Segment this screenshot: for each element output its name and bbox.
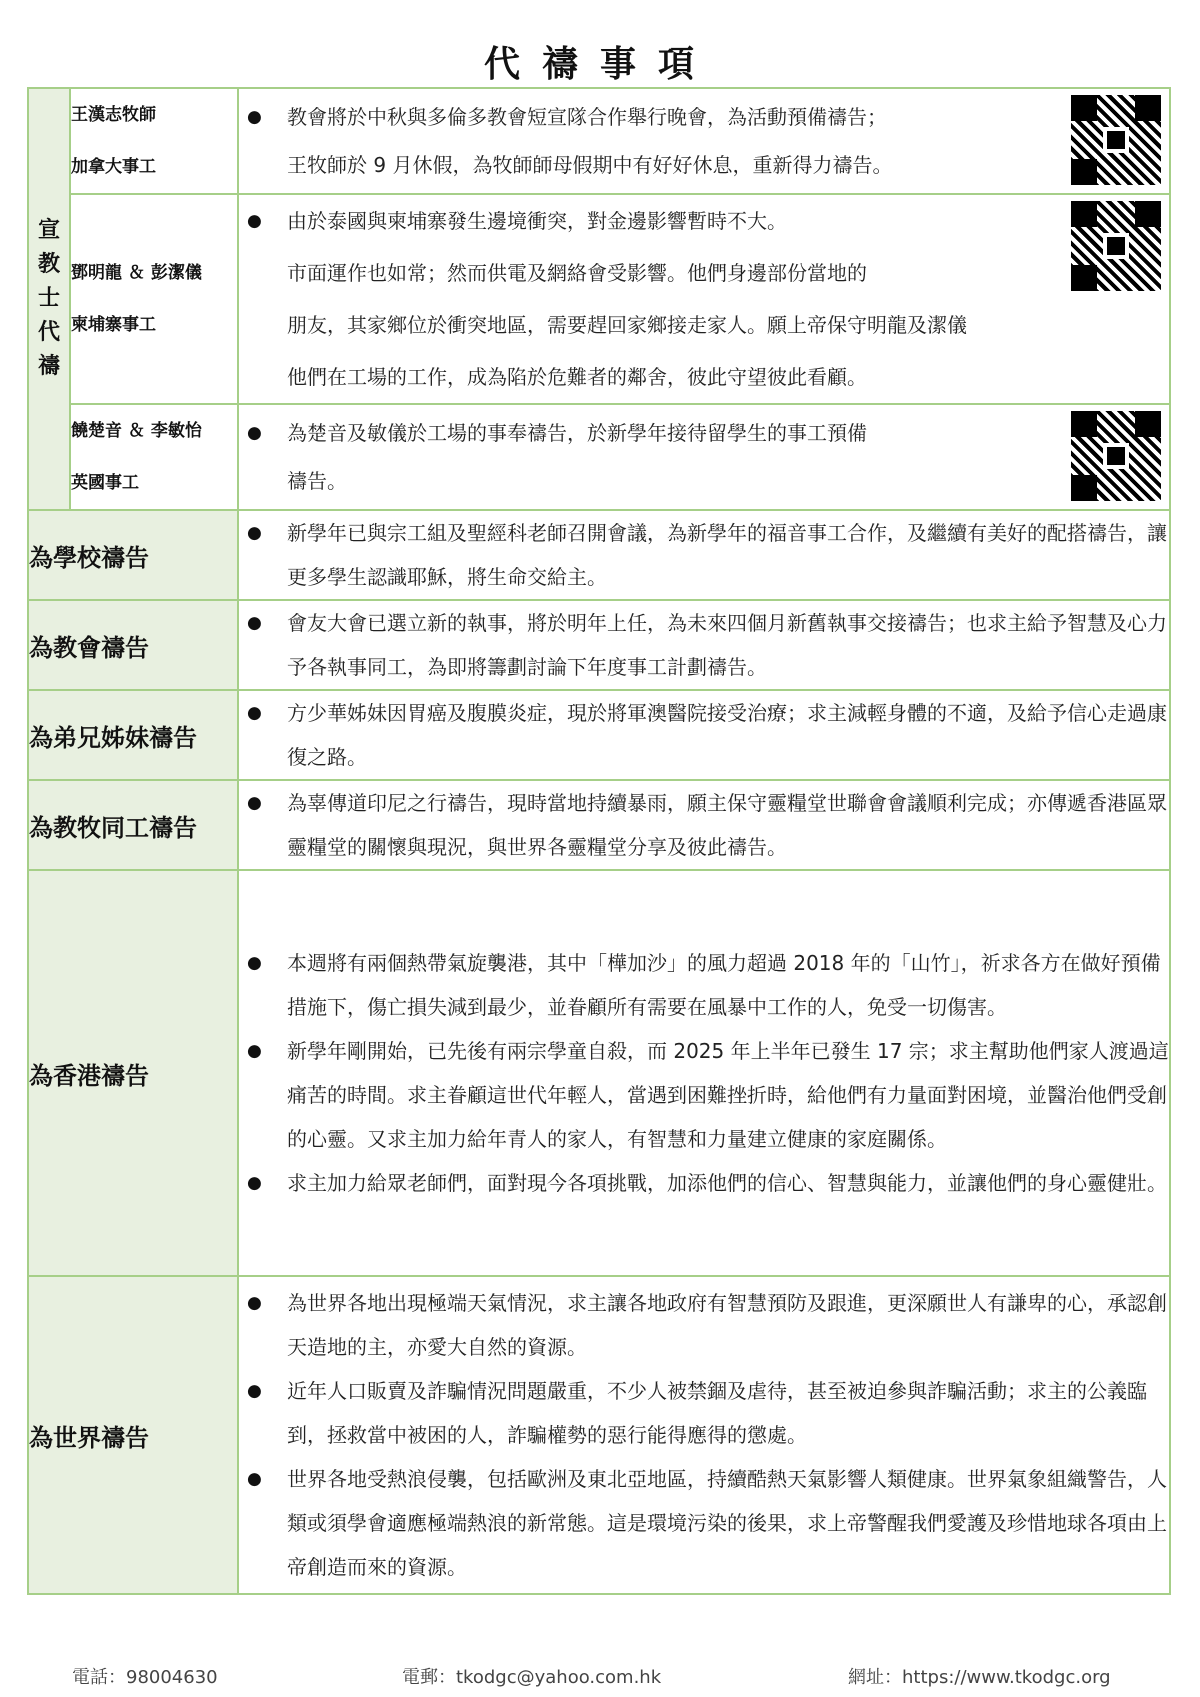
missionary-name-cell <box>70 194 238 404</box>
list-item: ● 會友大會已選立新的執事，將於明年上任，為未來四個月新舊執事交接禱告；也求主給予智慧及心力予各執事同工，為即將籌劃討論下年度事工計劃禱告。 <box>239 601 1169 689</box>
list-item: ● 世界各地受熱浪侵襲，包括歐洲及東北亞地區，持續酷熱天氣影響人類健康。世界氣象組織警告，人類或須學會適應極端熱浪的新常態。這是環境污染的後果，求上帝警醒我們愛護及珍惜地球各項由上帝創造而來的資源。 <box>239 1457 1169 1589</box>
missionary-place: 加拿大事工 <box>71 157 156 177</box>
list-item: ● 方少華姊妹因胃癌及腹膜炎症，現於將軍澳醫院接受治療；求主減輕身體的不適，及給予信心走過康復之路。 <box>239 691 1169 779</box>
list-item: ● 為世界各地出現極端天氣情況，求主讓各地政府有智慧預防及跟進，更深願世人有謙卑的心，承認創天造地的主，亦愛大自然的資源。 <box>239 1281 1169 1369</box>
missionary-content <box>238 88 1170 194</box>
list-item: ● 本週將有兩個熱帶氣旋襲港，其中「樺加沙」的風力超過 2018 年的「山竹」，祈求各方在做好預備措施下，傷亡損失減到最少，並眷顧所有需要在風暴中工作的人，免受一切傷害。 <box>239 941 1169 1029</box>
world-row <box>28 1276 1170 1594</box>
list-item: ● 為楚音及敏儀於工場的事奉禱告，於新學年接待留學生的事工預備 禱告。 <box>239 409 1169 505</box>
missionary-name: 饒楚音 ＆ 李敏怡 <box>71 421 202 441</box>
school-row <box>28 510 1170 600</box>
section-content <box>238 870 1170 1276</box>
footer-website[interactable]: 網址：https://www.tkodgc.org <box>848 1667 1111 1688</box>
prayer-table <box>27 87 1171 1595</box>
section-label: 為香港禱告 <box>28 870 238 1276</box>
missionary-content <box>238 404 1170 510</box>
footer-phone: 電話：98004630 <box>72 1667 218 1688</box>
list-item: ● 教會將於中秋與多倫多教會短宣隊合作舉行晚會，為活動預備禱告； 王牧師於 9 月休假，為牧師師母假期中有好好休息，重新得力禱告。 <box>239 93 1169 189</box>
list-item: ● 近年人口販賣及詐騙情況問題嚴重，不少人被禁錮及虐待，甚至被迫參與詐騙活動；求主的公義臨到，拯救當中被困的人，詐騙權勢的惡行能得應得的懲處。 <box>239 1369 1169 1457</box>
hongkong-row <box>28 870 1170 1276</box>
section-content <box>238 690 1170 780</box>
missionary-name-cell <box>70 88 238 194</box>
section-label: 為弟兄姊妹禱告 <box>28 690 238 780</box>
list-item: ● 由於泰國與柬埔寨發生邊境衝突，對金邊影響暫時不大。 市面運作也如常；然而供電及網絡會受影響。他們身邊部份當地的 朋友，其家鄉位於衝突地區，需要趕回家鄉接走家人。願上帝保守明龍及潔儀 他們在工場的工作，成為陷於危難者的鄰舍，彼此守望彼此看顧。 <box>239 195 1169 403</box>
footer <box>0 1663 1200 1691</box>
list-item: ● 為辜傳道印尼之行禱告，現時當地持續暴雨，願主保守靈糧堂世聯會會議順利完成；亦傳遞香港區眾靈糧堂的關懷與現況，與世界各靈糧堂分享及彼此禱告。 <box>239 781 1169 869</box>
missionary-content <box>238 194 1170 404</box>
section-label: 為教牧同工禱告 <box>28 780 238 870</box>
section-label: 為學校禱告 <box>28 510 238 600</box>
pastoral-row <box>28 780 1170 870</box>
church-row <box>28 600 1170 690</box>
footer-email[interactable]: 電郵：tkodgc@yahoo.com.hk <box>402 1667 662 1688</box>
list-item: ● 新學年已與宗工組及聖經科老師召開會議，為新學年的福音事工合作，及繼續有美好的配搭禱告，讓更多學生認識耶穌，將生命交給主。 <box>239 511 1169 599</box>
page-title: 代禱事項 <box>483 44 716 85</box>
missionary-name: 王漢志牧師 <box>71 105 156 125</box>
missionary-place: 英國事工 <box>71 473 139 493</box>
list-item: ● 新學年剛開始，已先後有兩宗學童自殺，而 2025 年上半年已發生 17 宗；求主幫助他們家人渡過這痛苦的時間。求主眷顧這世代年輕人，當遇到困難挫折時，給他們有力量面對困境，並醫治他們受創的心靈。又求主加力給年青人的家人，有智慧和力量建立健康的家庭關係。 <box>239 1029 1169 1161</box>
missionary-name: 鄧明龍 ＆ 彭潔儀 <box>71 263 202 283</box>
section-content <box>238 600 1170 690</box>
section-content <box>238 780 1170 870</box>
section-content <box>238 1276 1170 1594</box>
section-label: 為教會禱告 <box>28 600 238 690</box>
missionary-row <box>28 404 1170 510</box>
missionary-row <box>28 194 1170 404</box>
section-label: 為世界禱告 <box>28 1276 238 1594</box>
missionary-row <box>28 88 1170 194</box>
missionary-place: 柬埔寨事工 <box>71 315 156 335</box>
members-row <box>28 690 1170 780</box>
section-content <box>238 510 1170 600</box>
list-item: ● 求主加力給眾老師們，面對現今各項挑戰，加添他們的信心、智慧與能力，並讓他們的身心靈健壯。 <box>239 1161 1169 1205</box>
missionary-name-cell <box>70 404 238 510</box>
missionary-section-label: 宣 教 士 代 禱 <box>28 88 70 510</box>
